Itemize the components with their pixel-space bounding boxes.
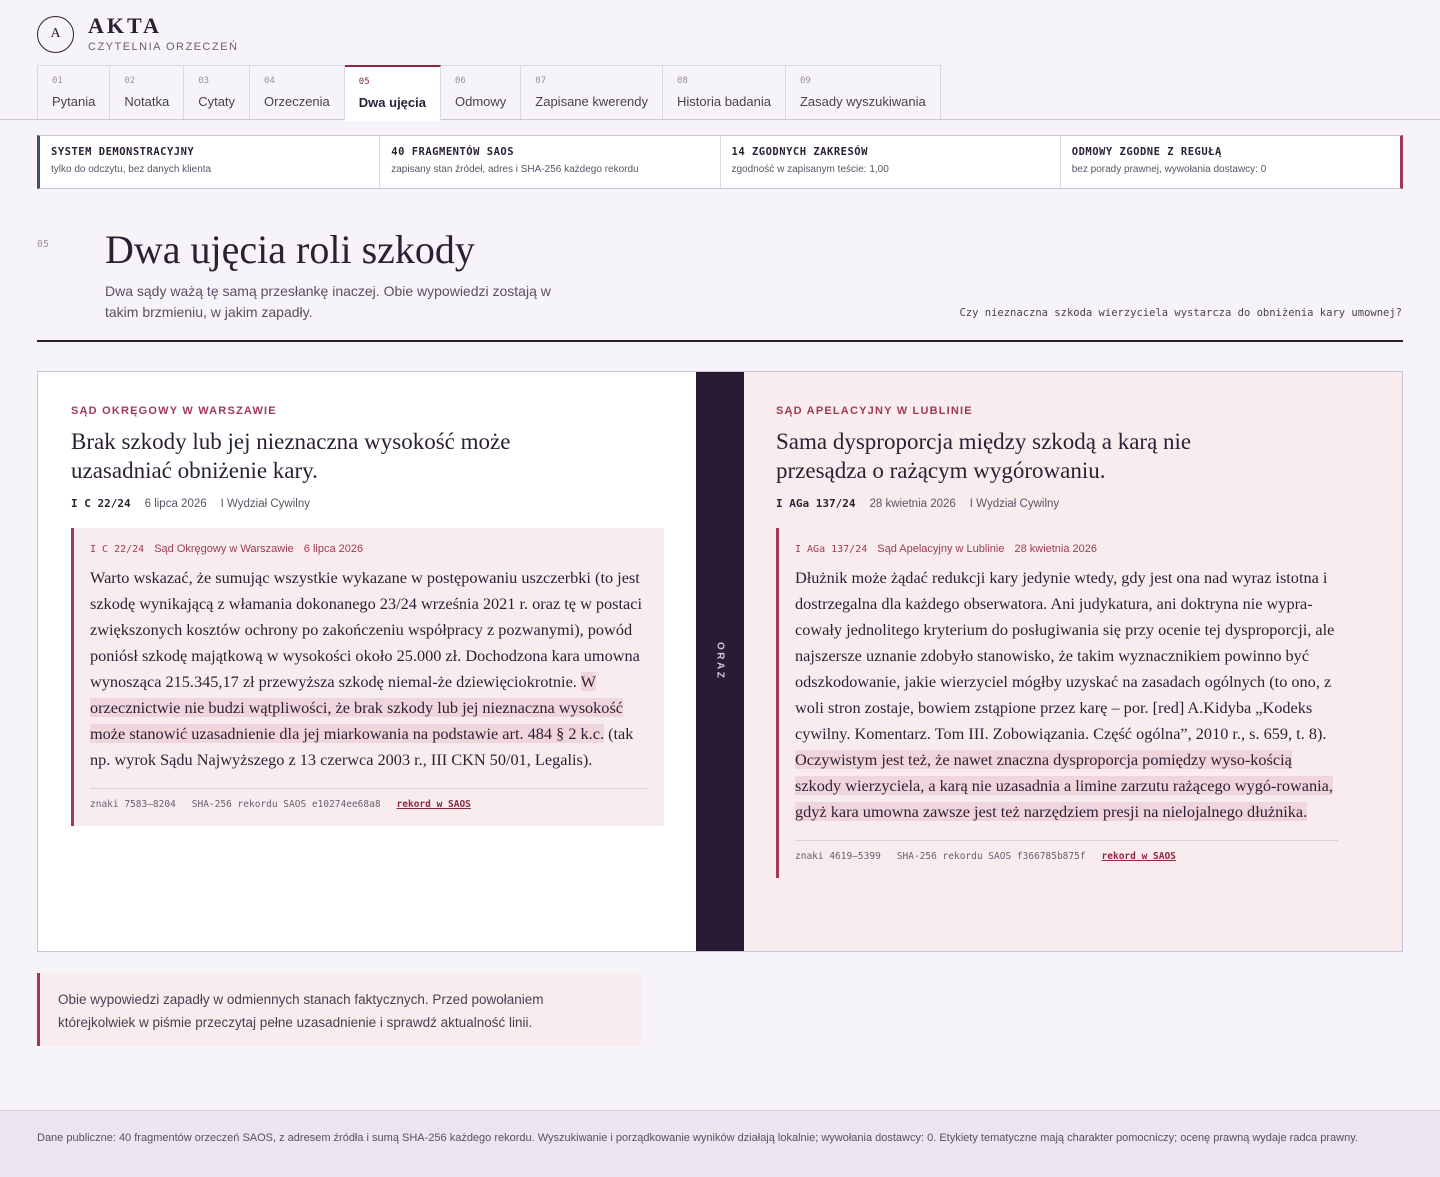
tab-number: 01 (52, 76, 63, 86)
tab-number: 07 (535, 76, 547, 86)
tab-label: Historia badania (677, 94, 771, 109)
court-name: SĄD APELACYJNY W LUBLINIE (776, 405, 973, 417)
quote-signature: I C 22/24 (90, 544, 145, 555)
tabs-divider (0, 119, 1440, 120)
tab-cytaty[interactable] (184, 65, 250, 120)
quote-highlight: Oczywistym jest też, że nawet znaczna dysproporcja pomiędzy wyso-kością szkody wierzyciela, a karą nie uzasadnia a limine zarzutu rażącego wygó-rowania, gdyż kara umowna zawsze jest też narzędziem presji na nielojalnego dłużnika. (795, 750, 1333, 821)
ruling-left (38, 372, 696, 951)
case-signature: I C 22/24 (71, 497, 131, 510)
tab-zasady-wyszukiwania[interactable] (786, 65, 941, 120)
ruling-meta (71, 497, 664, 510)
status-heading: SYSTEM DEMONSTRACYJNY (51, 146, 195, 158)
ruling-quote (776, 528, 1354, 878)
quote-text (795, 565, 1338, 825)
brand-title: AKTA (88, 13, 162, 38)
quote-char-range: znaki 7583–8204 (90, 799, 176, 810)
quote-court: Sąd Okręgowy w Warszawie (154, 543, 294, 555)
status-cell-refusals (1061, 136, 1400, 188)
page-lead: Dwa sądy ważą tę samą przesłankę inaczej. Obie wypowiedzi zostają w takim brzmieniu, w jakim zapadły. (105, 283, 551, 320)
ruling-meta (776, 497, 1354, 510)
status-detail: bez porady prawnej, wywołania dostawcy: 0 (1071, 164, 1267, 175)
quote-date: 6 lipca 2026 (303, 543, 364, 555)
status-cell-system (40, 136, 380, 188)
divider-label: ORAZ (714, 642, 726, 681)
quote-hash: SHA-256 rekordu SAOS e10274ee68a8 (191, 799, 381, 810)
tab-dwa-ujecia[interactable] (345, 65, 441, 121)
status-detail: zgodność w zapisanym teście: 1,00 (731, 164, 889, 175)
quote-footer (795, 840, 1338, 862)
quote-text-after: (tak np. wyrok Sądu Najwyższego z 13 czerwca 2003 r., III CKN 50/01, Legalis). (90, 724, 634, 769)
tab-orzeczenia[interactable] (250, 65, 345, 120)
ruling-division: I Wydział Cywilny (220, 498, 310, 510)
court-name: SĄD OKRĘGOWY W WARSZAWIE (71, 405, 277, 417)
brand-logo-mark: A (37, 16, 74, 53)
tab-label: Zasady wyszukiwania (799, 94, 926, 109)
quote-text (90, 565, 648, 773)
tab-label: Zapisane kwerendy (535, 94, 649, 109)
comparison-divider (696, 372, 744, 951)
research-question: Czy nieznaczna szkoda wierzyciela wystarcza do obniżenia kary umownej? (959, 307, 1402, 319)
tab-notatka[interactable] (110, 65, 184, 120)
tab-label: Orzeczenia (264, 94, 330, 109)
quote-date: 28 kwietnia 2026 (1014, 543, 1098, 555)
tab-number: 08 (677, 76, 688, 86)
tab-zapisane-kwerendy[interactable] (521, 65, 663, 120)
ruling-thesis: Brak szkody lub jej nieznaczna wysokość może uzasadniać obniżenie kary. (71, 429, 511, 483)
status-detail: zapisany stan źródeł, adres i SHA-256 każdego rekordu (391, 164, 639, 175)
status-cell-fragments (380, 136, 720, 188)
saos-record-link[interactable]: rekord w SAOS (396, 799, 471, 810)
case-signature: I AGa 137/24 (776, 497, 856, 510)
tab-label: Pytania (52, 94, 96, 109)
main-tabs (37, 65, 941, 120)
brand-text (88, 15, 238, 53)
comparison-panel (37, 371, 1403, 952)
ruling-date: 6 lipca 2026 (144, 498, 207, 510)
quote-hash: SHA-256 rekordu SAOS f366785b875f (896, 851, 1086, 862)
tab-label: Odmowy (454, 94, 507, 109)
page-footer: Dane publiczne: 40 fragmentów orzeczeń SAOS, z adresem źródła i sumą SHA-256 każdego rekordu. Wyszukiwanie i porządkowanie wyników działają lokalnie; wywołania dostawcy: 0. Etykiety tematyczne mają charakter pomocniczy; ocenę prawną wydaje radca prawny. (0, 1110, 1440, 1177)
quote-highlight: W orzecznictwie nie budzi wątpliwości, że brak szkody lub jej nieznaczna wysokość może stanowić uzasadnienie dla jej miarkowania na podstawie art. 484 § 2 k.c. (90, 672, 624, 743)
status-heading: ODMOWY ZGODNE Z REGUŁĄ (1071, 146, 1222, 158)
ruling-right (744, 372, 1402, 951)
brand-subtitle: CZYTELNIA ORZECZEŃ (88, 41, 239, 53)
tab-label: Notatka (124, 94, 170, 109)
status-cell-ranges (721, 136, 1061, 188)
tab-pytania[interactable] (37, 65, 110, 120)
quote-footer (90, 788, 648, 810)
quote-header (795, 543, 1338, 555)
brand[interactable] (37, 14, 238, 54)
section-number: 05 (37, 239, 50, 250)
ruling-quote (71, 528, 664, 826)
tab-label: Dwa ujęcia (358, 95, 426, 110)
quote-signature: I AGa 137/24 (795, 544, 868, 555)
status-heading: 40 FRAGMENTÓW SAOS (391, 146, 515, 158)
tab-number: 04 (264, 76, 275, 86)
tab-number: 05 (358, 77, 370, 87)
ruling-division: I Wydział Cywilny (969, 498, 1060, 510)
tab-odmowy[interactable] (441, 65, 521, 120)
title-divider (37, 340, 1403, 342)
caution-note: Obie wypowiedzi zapadły w odmiennych stanach faktycznych. Przed powołaniem którejkolwiek w piśmie przeczytaj pełne uzasadnienie i sprawdź aktualność linii. (37, 973, 641, 1046)
tab-number: 03 (198, 76, 210, 86)
tab-number: 06 (454, 76, 466, 86)
quote-header (90, 543, 648, 555)
quote-text-before: Dłużnik może żądać redukcji kary jedynie wtedy, gdy jest ona nad wyraz istotna i dostrzegalna dla każdego obserwatora. Ani judykatura, ani doktryna nie wypra-cowały jednolitego kryterium do posługiwania się przy ocenie tej dysproporcji, ale najszersze uznanie zdobyło stanowisko, że takim wyznacznikiem powinno być odszkodowanie, jakie wierzyciel mógłby uzyskać na zasadach ogólnych (to ono, z woli stron zostaje, bowiem zstąpione przez karę – por. [red] A.Kidyba „Kodeks cywilny. Komentarz. Tom III. Zobowiązania. Część ogólna”, 2010 r., s. 659, t. 8). (795, 568, 1335, 743)
quote-text-before: Warto wskazać, że sumując wszystkie wykazane w postępowaniu uszczerbki (to jest szkodę wynikającą z włamania dokonanego 23/24 września 2021 r. oraz tę w postaci zwiększonych kosztów ochrony po zakończeniu współpracy z pozwanymi), powód poniósł szkodę majątkową w wysokości około 25.000 zł. Dochodzona kara umowna wynosząca 215.345,17 zł przewyższa szkodę niemal-że dziewięciokrotnie. (90, 568, 643, 691)
status-heading: 14 ZGODNYCH ZAKRESÓW (731, 146, 868, 158)
quote-char-range: znaki 4619–5399 (795, 851, 881, 862)
saos-record-link[interactable]: rekord w SAOS (1101, 851, 1176, 862)
ruling-date: 28 kwietnia 2026 (869, 498, 956, 510)
ruling-thesis: Sama dysproporcja między szkodą a karą nie przesądza o rażącym wygórowaniu. (776, 429, 1192, 483)
status-strip (37, 135, 1403, 189)
tab-number: 09 (799, 76, 811, 86)
tab-number: 02 (124, 76, 136, 86)
page-title: Dwa ujęcia roli szkody (105, 227, 475, 272)
status-detail: tylko do odczytu, bez danych klienta (51, 164, 212, 175)
quote-court: Sąd Apelacyjny w Lublinie (877, 543, 1005, 555)
tab-historia-badania[interactable] (663, 65, 786, 120)
tab-label: Cytaty (198, 94, 236, 109)
